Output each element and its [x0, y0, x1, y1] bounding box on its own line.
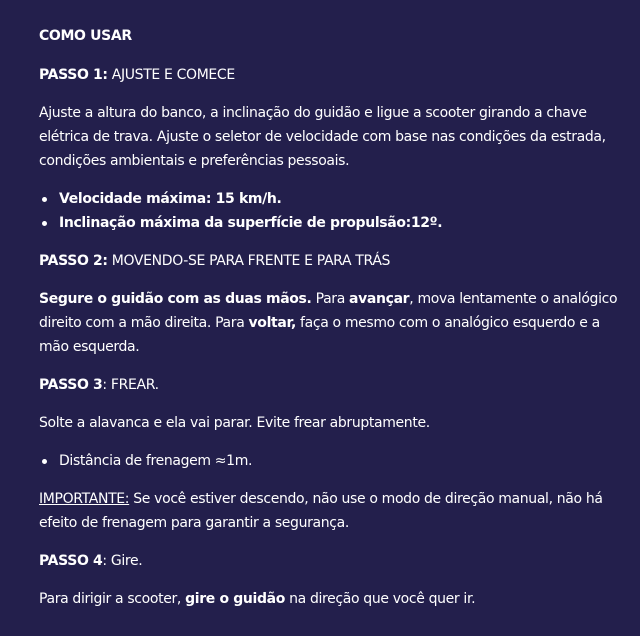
max-incline-text: Inclinação máxima da superfície de propulsão:12º. [59, 215, 443, 231]
page-title [39, 27, 132, 45]
important-note-line [39, 490, 603, 508]
step2-paragraph-line [39, 314, 600, 332]
step3-paragraph: Solte a alavanca e ela vai parar. Evite frear abruptamente. [39, 415, 430, 431]
step4-label: PASSO 4 [39, 553, 103, 569]
step2-header [39, 252, 390, 270]
text-span: , mova lentamente o analógico [409, 291, 618, 307]
important-note-line: efeito de frenagem para garantir a segurança. [39, 515, 349, 531]
text-span: Para dirigir a scooter, [39, 591, 186, 607]
grip-instruction: Segure o guidão com as duas mãos. [39, 291, 312, 307]
text-span: Se você estiver descendo, não use o modo de direção manual, não há [129, 491, 603, 507]
step4-paragraph [39, 590, 475, 608]
step4-header [39, 552, 142, 570]
step3-label: PASSO 3 [39, 377, 103, 393]
important-label: IMPORTANTE: [39, 491, 130, 507]
max-speed-text: Velocidade máxima: 15 km/h. [59, 191, 282, 207]
braking-distance-text: Distância de frenagem ≈1m. [59, 453, 253, 469]
step4-title: : Gire. [102, 553, 143, 569]
heading-text: COMO USAR [39, 28, 132, 44]
step2-paragraph-line: mão esquerda. [39, 339, 140, 355]
text-span: direito com a mão direita. Para [39, 315, 249, 331]
bullet-dot [42, 197, 47, 202]
step1-label: PASSO 1: [39, 67, 108, 83]
step2-title: MOVENDO-SE PARA FRENTE E PARA TRÁS [107, 253, 391, 269]
backward-keyword: voltar, [248, 315, 296, 331]
step2-paragraph-line [39, 290, 617, 308]
step1-title: AJUSTE E COMECE [107, 67, 235, 83]
step1-paragraph-line: Ajuste a altura do banco, a inclinação do guidão e ligue a scooter girando a chave [39, 105, 587, 121]
step1-header [39, 66, 235, 84]
text-span: Para [311, 291, 350, 307]
step2-label: PASSO 2: [39, 253, 108, 269]
turn-handlebar-keyword: gire o guidão [185, 591, 286, 607]
text-span: faça o mesmo com o analógico esquerdo e a [295, 315, 600, 331]
step3-title: : FREAR. [102, 377, 159, 393]
step1-paragraph-line: elétrica de trava. Ajuste o seletor de velocidade com base nas condições da estrada, [39, 129, 606, 145]
text-span: na direção que você quer ir. [285, 591, 476, 607]
bullet-dot [42, 459, 47, 464]
step3-header [39, 376, 159, 394]
forward-keyword: avançar [349, 291, 410, 307]
bullet-dot [42, 221, 47, 226]
step1-paragraph-line: condições ambientais e preferências pessoais. [39, 153, 350, 169]
